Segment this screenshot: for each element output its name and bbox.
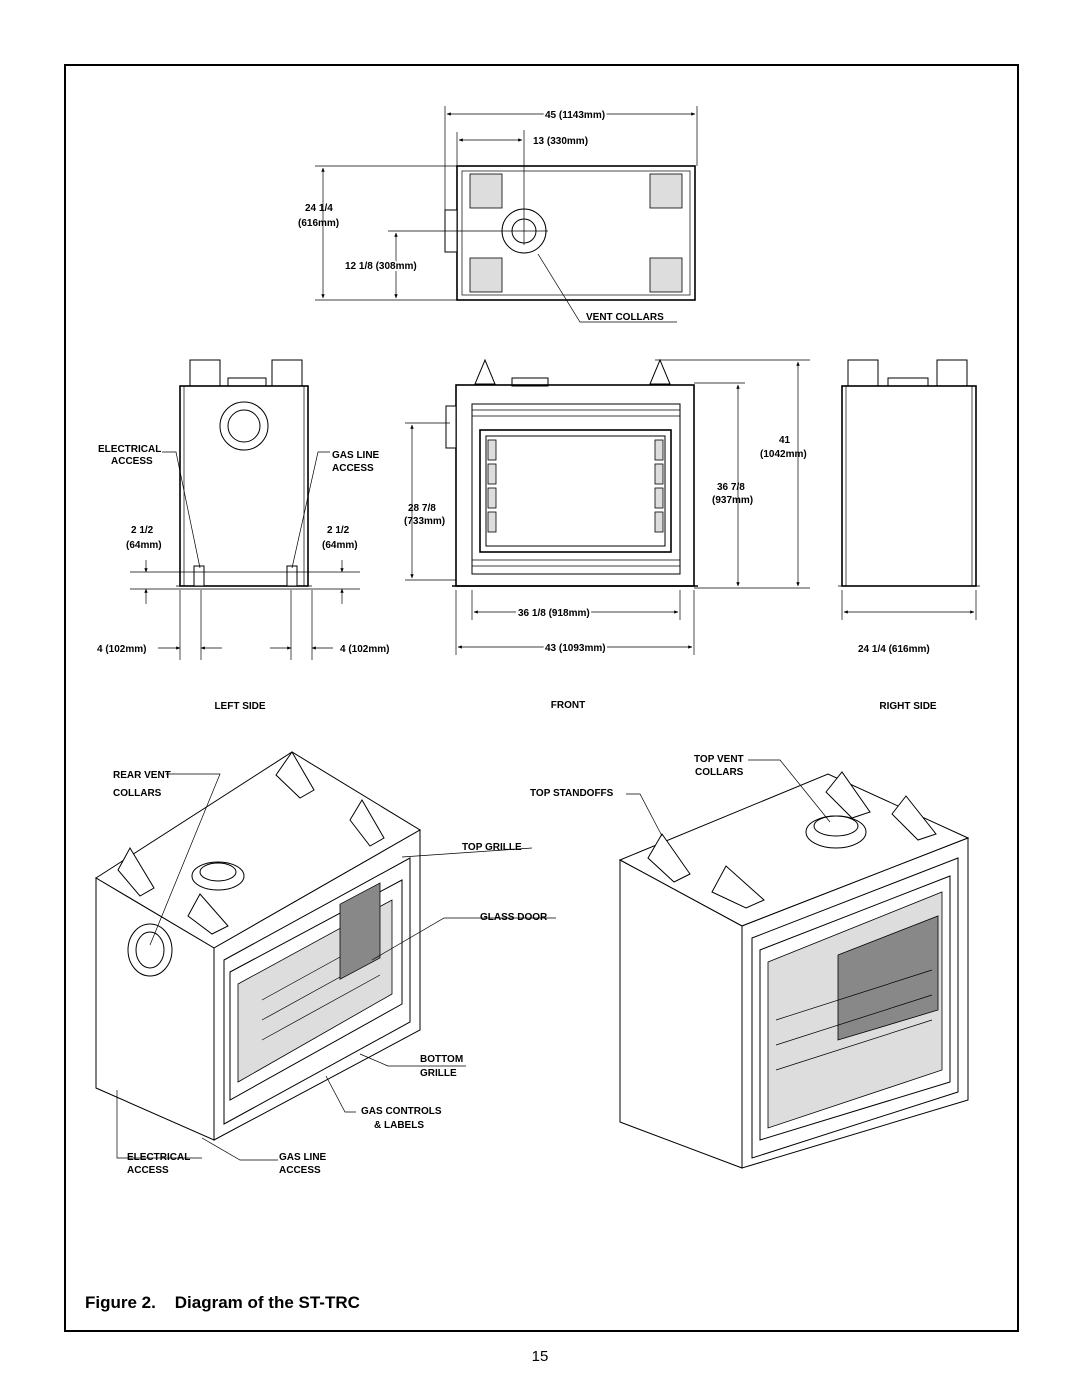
left-isometric-view <box>96 752 556 1160</box>
top-collar-depth-label: 12 1/8 (308mm) <box>345 261 417 272</box>
rear-vent-label: REAR VENT <box>113 770 171 781</box>
glass-door-label: GLASS DOOR <box>480 912 548 923</box>
right-side-view <box>838 360 980 620</box>
front-body-h-in: 36 7/8 <box>717 482 745 493</box>
page-number: 15 <box>531 1348 549 1365</box>
top-standoffs-label: TOP STANDOFFS <box>530 788 614 799</box>
gas-controls-label: GAS CONTROLS <box>361 1106 442 1117</box>
front-opening-h-in: 28 7/8 <box>408 503 436 514</box>
left-dim-mm-label: (64mm) <box>126 540 162 551</box>
iso-electrical-label: ELECTRICAL <box>127 1152 191 1163</box>
rear-vent-collars-label: COLLARS <box>113 788 162 799</box>
top-grille-label: TOP GRILLE <box>462 842 522 853</box>
iso-gas-line-label: GAS LINE <box>279 1152 327 1163</box>
top-vent-label: TOP VENT <box>694 754 744 765</box>
figure-number: Figure 2. <box>85 1293 156 1312</box>
iso-electrical-access-label: ACCESS <box>127 1165 169 1176</box>
front-view <box>405 360 810 655</box>
right-isometric-view <box>620 760 968 1168</box>
left-dim-in-label: 2 1/2 <box>131 525 154 536</box>
left-bottom-dim-label: 4 (102mm) <box>97 644 147 655</box>
left-gas-line-label: GAS LINE <box>332 450 380 461</box>
top-view <box>315 106 697 322</box>
top-collar-offset-label: 13 (330mm) <box>533 136 589 147</box>
left-electrical-access-label: ACCESS <box>111 456 153 467</box>
front-opening-w-label: 36 1/8 (918mm) <box>518 608 590 619</box>
front-body-h-mm: (937mm) <box>712 495 754 506</box>
top-vent-collars-label: COLLARS <box>695 767 744 778</box>
front-overall-w-label: 43 (1093mm) <box>545 643 606 654</box>
right-depth-label: 24 1/4 (616mm) <box>858 644 930 655</box>
front-opening-h-mm: (733mm) <box>404 516 446 527</box>
top-width-label: 45 (1143mm) <box>545 110 606 121</box>
front-height-in: 41 <box>779 435 791 446</box>
bottom-label: BOTTOM <box>420 1054 464 1065</box>
vent-collars-label: VENT COLLARS <box>586 312 664 323</box>
left-side-view <box>130 360 360 660</box>
right-dim-in-label: 2 1/2 <box>327 525 350 536</box>
right-bottom-dim-label: 4 (102mm) <box>340 644 390 655</box>
top-depth-mm-label: (616mm) <box>298 218 340 229</box>
front-height-mm: (1042mm) <box>760 449 807 460</box>
top-depth-label: 24 1/4 <box>305 203 333 214</box>
left-side-label: LEFT SIDE <box>214 701 266 712</box>
bottom-grille-label: GRILLE <box>420 1068 457 1079</box>
right-dim-mm-label: (64mm) <box>322 540 358 551</box>
figure-title: Diagram of the ST-TRC <box>174 1293 360 1312</box>
gas-controls-labels-label: & LABELS <box>374 1120 424 1131</box>
iso-gas-line-access-label: ACCESS <box>279 1165 321 1176</box>
front-label: FRONT <box>550 700 586 711</box>
right-side-label: RIGHT SIDE <box>879 701 937 712</box>
left-gas-line-access-label: ACCESS <box>332 463 374 474</box>
left-electrical-label: ELECTRICAL <box>98 444 162 455</box>
figure-caption <box>85 1293 360 1313</box>
